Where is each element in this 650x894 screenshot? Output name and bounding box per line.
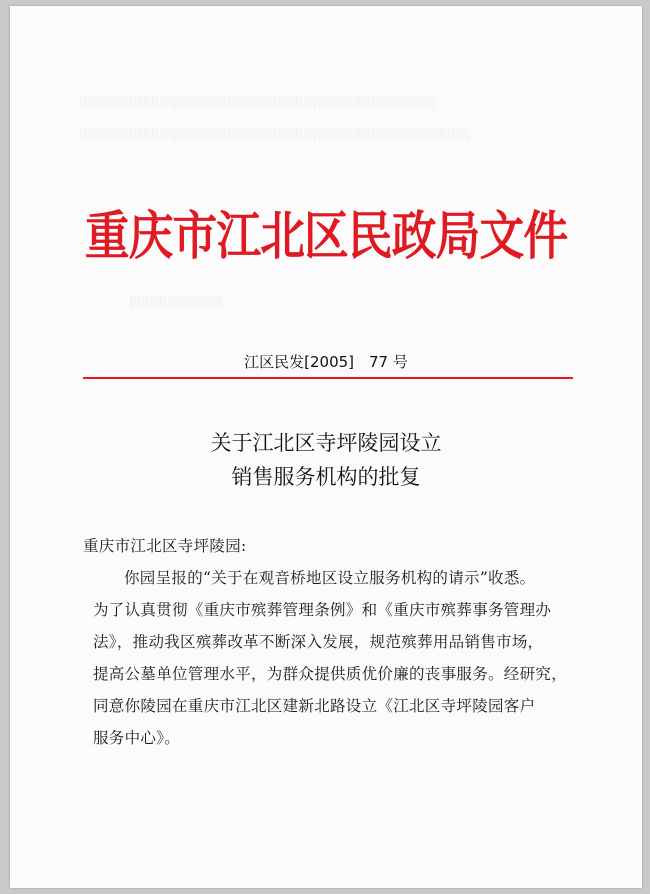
subject-title — [10, 426, 642, 494]
body-line-4: 提高公墓单位管理水平，为群众提供质优价廉的丧事服务。经研究， — [93, 665, 568, 683]
body-line-1: 你园呈报的“关于在观音桥地区设立服务机构的请示”收悉。 — [124, 569, 536, 587]
red-divider-line — [83, 377, 573, 379]
document-body — [83, 530, 593, 754]
body-line-5: 同意你陵园在重庆市江北区建新北路设立《江北区寺坪陵园客户 — [93, 697, 536, 715]
subject-title-line-2: 销售服务机构的批复 — [231, 465, 421, 489]
body-line-6: 服务中心》。 — [93, 729, 181, 747]
bleed-through-text: ░░░░░░░░░░░░░░░░░░░░░░░░░░░░░░░░░░░░░░░░░░░░░░ — [80, 128, 470, 141]
subject-title-line-1: 关于江北区寺坪陵园设立 — [210, 431, 442, 455]
document-page — [10, 6, 642, 888]
issuing-authority-title: 重庆市江北区民政局文件 — [84, 206, 568, 267]
bleed-through-text: ░░░░░░░░░░░░░░░░░░░░░░░░░░░░░░░░░░░░░░░░░░ — [80, 96, 436, 109]
document-number: 江区民发[2005] 77 号 — [244, 353, 408, 371]
body-line-3: 法》，推动我区殡葬改革不断深入发展，规范殡葬用品销售市场， — [93, 633, 544, 651]
salutation: 重庆市江北区寺坪陵园: — [83, 537, 247, 555]
bleed-through-text: ░░░░░░░░░░░ — [130, 296, 224, 309]
body-line-2: 为了认真贯彻《重庆市殡葬管理条例》和《重庆市殡葬事务管理办 — [93, 601, 552, 619]
